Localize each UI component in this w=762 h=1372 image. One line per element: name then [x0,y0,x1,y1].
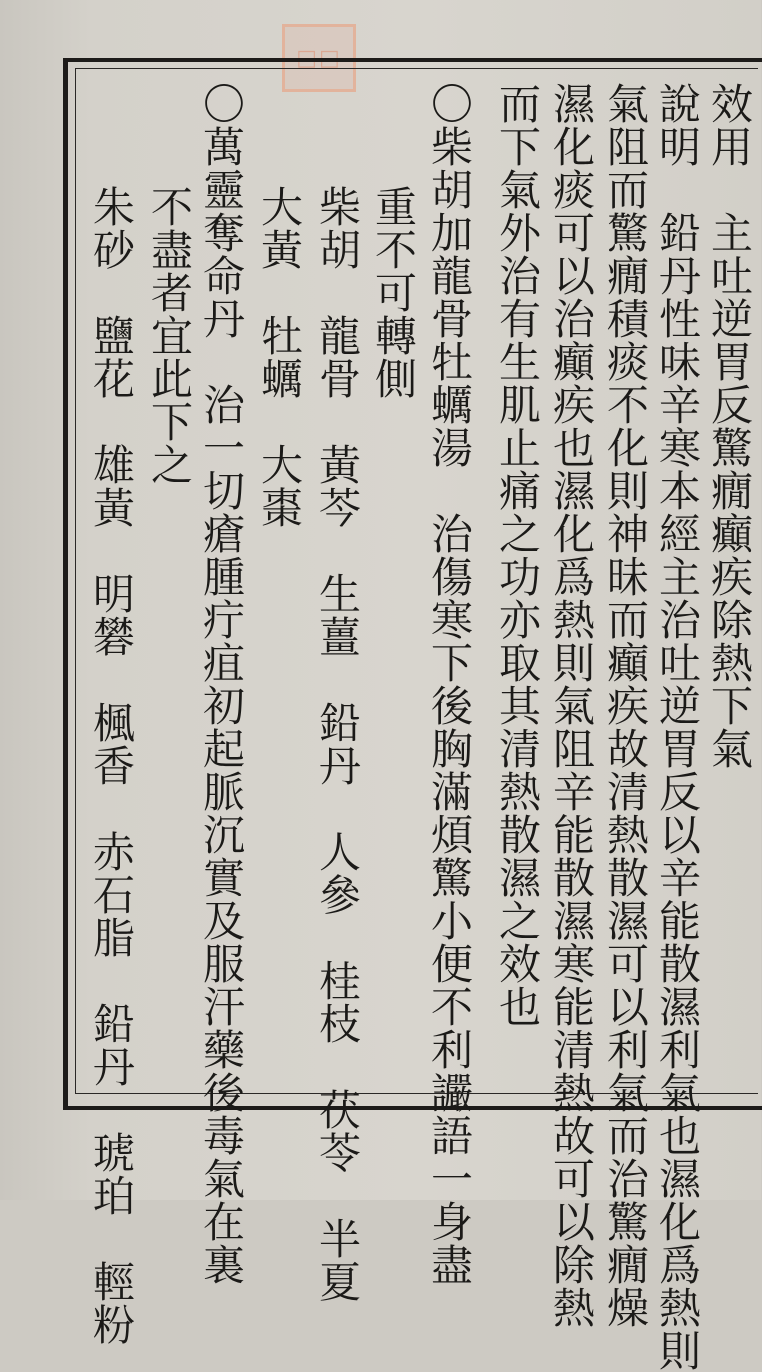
column-formula-title-2: 〇萬靈奪命丹 治一切瘡腫疔疽初起脈沉實及服汗藥後毒氣在裏 [197,82,246,1286]
column-explanation-1: 說明 鉛丹性味辛寒本經主治吐逆胃反以辛能散濕利氣也濕化爲熱則 [653,82,702,1372]
column-formula-indication-cont: 重不可轉側 [369,185,418,400]
column-formula-ingredients-2: 朱砂 鹽花 雄黃 明礬 楓香 赤石脂 鉛丹 琥珀 輕粉 [87,185,136,1346]
column-explanation-4: 而下氣外治有生肌止痛之功亦取其清熱散濕之效也 [493,82,542,1028]
column-formula-ingredients-1: 柴胡 龍骨 黃芩 生薑 鉛丹 人參 桂枝 茯苓 半夏 [313,185,362,1303]
column-formula-ingredients-1b: 大黃 牡蠣 大棗 [255,185,304,529]
column-efficacy: 效用 主吐逆胃反驚癇癲疾除熱下氣 [705,82,754,770]
column-formula-title-1: 〇柴胡加龍骨牡蠣湯 治傷寒下後胸滿煩驚小便不利讝語一身盡 [425,82,474,1286]
column-formula-indication-cont-2: 不盡者宜此下之 [145,185,194,486]
library-seal: □□ [282,24,356,92]
column-explanation-2: 氣阻而驚癇積痰不化則神昧而癲疾故清熱散濕可以利氣而治驚癇燥 [601,82,650,1329]
column-explanation-3: 濕化痰可以治癲疾也濕化爲熱則氣阻辛能散濕寒能清熱故可以除熱 [547,82,596,1329]
